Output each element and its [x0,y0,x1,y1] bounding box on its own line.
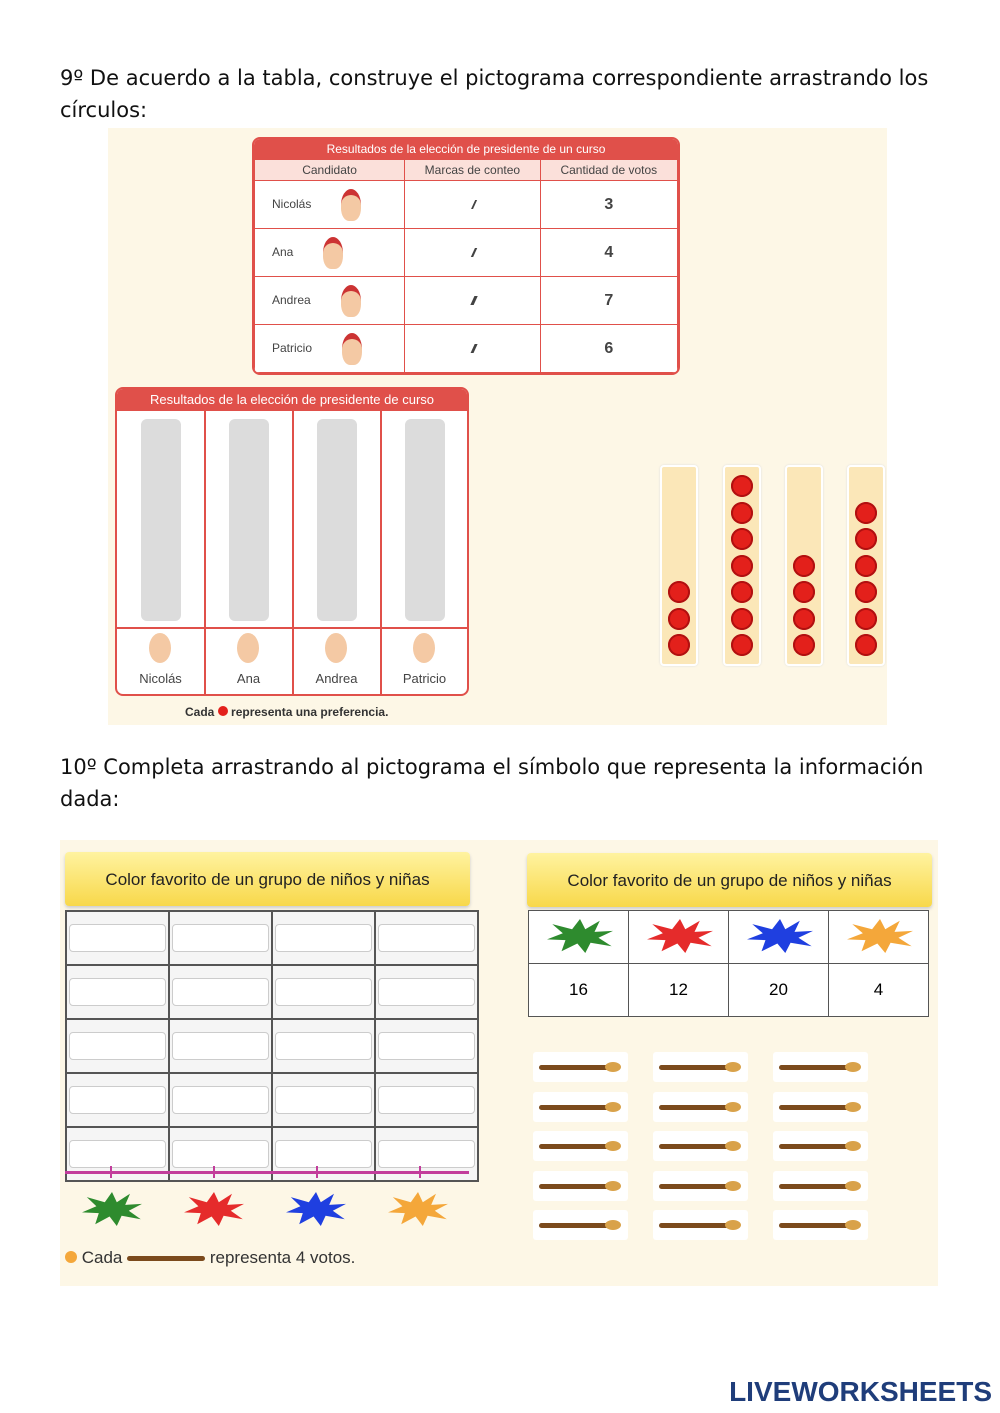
legend-text: representa 4 votos. [209,1248,356,1267]
legend-text: representa una preferencia. [231,705,389,719]
drop-slot[interactable] [229,419,269,621]
color-cell [629,911,729,964]
red-circle[interactable] [855,608,877,630]
table-row [255,325,678,373]
candidate-avatar-icon [237,633,259,663]
pictogram-title: Resultados de la elección de presidente de curso [117,389,467,411]
paint-splat-icon [747,919,813,953]
drop-grid [65,910,479,1182]
red-circle[interactable] [731,608,753,630]
candidate-name: Nicolás [272,196,312,211]
pictogram-column [293,411,382,694]
drop-cell[interactable] [375,1019,478,1073]
red-circle[interactable] [855,581,877,603]
vote-count: 12 [629,964,729,1017]
red-circle[interactable] [731,634,753,656]
tally-marks: //////// [405,277,541,325]
candidate-name: Ana [236,671,261,686]
candidate-avatar-icon [341,189,361,221]
paintbrush-draggable[interactable] [773,1052,868,1082]
paintbrush-icon [127,1256,205,1261]
pictogram-column [117,411,206,694]
drop-cell[interactable] [375,911,478,965]
drop-slot[interactable] [317,419,357,621]
drop-cell[interactable] [169,965,272,1019]
vote-count: 7 [540,277,677,325]
legend-brush [65,1248,355,1268]
drop-cell[interactable] [169,911,272,965]
col-header: Marcas de conteo [405,160,541,181]
candidate-name: Patricio [272,340,313,355]
legend-text: Cada [81,1248,123,1267]
red-circle[interactable] [855,528,877,550]
red-circle[interactable] [855,502,877,524]
candidate-avatar-icon [323,237,343,269]
col-header: Cantidad de votos [540,160,677,181]
vote-count: 4 [829,964,929,1017]
red-circle[interactable] [793,581,815,603]
tally-marks: /////// [405,325,541,373]
candidate-name: Andrea [272,292,311,307]
drop-cell[interactable] [169,1019,272,1073]
paintbrush-draggable[interactable] [653,1092,748,1122]
red-circle[interactable] [855,555,877,577]
col-header: Candidato [255,160,405,181]
paint-splat-icon [647,919,713,953]
red-circle[interactable] [731,475,753,497]
candidate-name: Ana [272,244,294,259]
drop-cell[interactable] [272,1073,375,1127]
pictogram-elections [115,387,469,696]
paintbrush-draggable[interactable] [773,1092,868,1122]
drop-cell[interactable] [169,1073,272,1127]
vote-count: 6 [540,325,677,373]
legend-circle [185,705,388,719]
candidate-avatar-icon [341,285,361,317]
paintbrush-draggable[interactable] [773,1171,868,1201]
red-circle[interactable] [793,608,815,630]
color-cell [829,911,929,964]
pictogram2-title: Color favorito de un grupo de niños y niñas [65,852,470,906]
color-cell [729,911,829,964]
drop-cell[interactable] [272,965,375,1019]
drop-cell[interactable] [272,1019,375,1073]
tally-marks: ///// [405,229,541,277]
paintbrush-draggable[interactable] [533,1171,628,1201]
red-circle[interactable] [793,634,815,656]
tally-marks: //// [405,181,541,229]
circle-strip[interactable] [847,465,885,666]
vote-count: 4 [540,229,677,277]
red-circle[interactable] [855,634,877,656]
paintbrush-draggable[interactable] [653,1171,748,1201]
legend-text: Cada [185,705,215,719]
circle-strip[interactable] [785,465,823,666]
paintbrush-draggable[interactable] [533,1092,628,1122]
color-table [528,910,929,1017]
red-circle[interactable] [668,581,690,603]
bullet-icon [65,1251,77,1263]
paintbrush-draggable[interactable] [533,1131,628,1161]
pictogram-column [205,411,294,694]
red-circle[interactable] [793,555,815,577]
votes-table [252,137,680,375]
vote-count: 16 [529,964,629,1017]
drop-cell[interactable] [66,965,169,1019]
paint-splat-icon [847,919,913,953]
table-title: Resultados de la elección de presidente de un curso [254,139,678,159]
drop-cell[interactable] [272,911,375,965]
drop-cell[interactable] [375,1073,478,1127]
pictogram-column [381,411,468,694]
candidate-avatar-icon [413,633,435,663]
drop-cell[interactable] [66,1073,169,1127]
candidate-avatar-icon [149,633,171,663]
paintbrush-draggable[interactable] [533,1052,628,1082]
paintbrush-draggable[interactable] [773,1131,868,1161]
drop-slot[interactable] [141,419,181,621]
circle-strip[interactable] [660,465,698,666]
red-circle[interactable] [668,608,690,630]
paintbrush-draggable[interactable] [653,1052,748,1082]
drop-cell[interactable] [375,965,478,1019]
red-circle[interactable] [731,502,753,524]
question-9: 9º De acuerdo a la tabla, construye el pictograma correspondiente arrastrando los círculos: [60,66,929,122]
red-circle[interactable] [731,555,753,577]
candidate-name: Nicolás [139,671,182,686]
vote-count: 3 [540,181,677,229]
drop-cell[interactable] [66,911,169,965]
table-row [255,229,678,277]
candidate-name: Andrea [315,671,358,686]
red-circle-icon [218,706,228,716]
paint-splat-icon [547,919,613,953]
color-cell [529,911,629,964]
red-circle[interactable] [731,528,753,550]
paintbrush-draggable[interactable] [653,1210,748,1240]
paintbrush-draggable[interactable] [533,1210,628,1240]
candidate-avatar-icon [325,633,347,663]
red-circle[interactable] [731,581,753,603]
liveworksheets-logo: LIVEWORKSHEETS [729,1376,992,1407]
paintbrush-draggable[interactable] [653,1131,748,1161]
drop-slot[interactable] [405,419,445,621]
candidate-name: Patricio [402,671,447,686]
question-10: 10º Completa arrastrando al pictograma el símbolo que representa la información dada: [60,755,924,811]
table-row [255,181,678,229]
table2-title: Color favorito de un grupo de niños y niñas [527,853,932,907]
vote-count: 20 [729,964,829,1017]
drop-cell[interactable] [66,1019,169,1073]
candidate-avatar-icon [342,333,362,365]
paintbrush-draggable[interactable] [773,1210,868,1240]
circle-strip[interactable] [723,465,761,666]
baseline [65,1171,469,1174]
table-row [255,277,678,325]
red-circle[interactable] [668,634,690,656]
